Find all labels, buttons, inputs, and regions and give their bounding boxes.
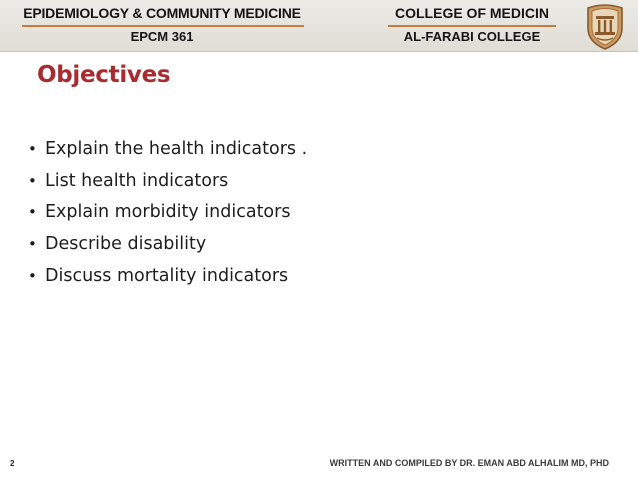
course-code: EPCM 361 xyxy=(130,29,194,44)
objective-item xyxy=(28,260,608,292)
objective-item xyxy=(28,228,608,260)
college-name-underline xyxy=(388,25,556,27)
bullet-icon: • xyxy=(28,203,37,222)
objective-text: List health indicators xyxy=(45,170,229,191)
objectives-list xyxy=(28,133,608,292)
page-number: 2 xyxy=(10,459,15,468)
college-crest-icon xyxy=(584,2,626,50)
bullet-icon: • xyxy=(28,267,37,286)
bullet-icon: • xyxy=(28,139,37,158)
objective-item xyxy=(28,133,608,165)
course-title: EPIDEMIOLOGY & COMMUNITY MEDICINE xyxy=(23,5,301,21)
objective-text: Describe disability xyxy=(45,234,207,255)
objective-text: Explain the health indicators . xyxy=(45,138,308,159)
objective-item xyxy=(28,197,608,229)
objective-text: Explain morbidity indicators xyxy=(45,202,291,223)
objective-item xyxy=(28,165,608,197)
college-name: COLLEGE OF MEDICIN xyxy=(395,5,549,21)
college-subtitle: AL-FARABI COLLEGE xyxy=(403,29,541,44)
footer-credit: WRITTEN AND COMPILED BY DR. EMAN ABD ALHALIM MD, PHD xyxy=(329,458,609,468)
bullet-icon: • xyxy=(28,171,37,190)
bullet-icon: • xyxy=(28,235,37,254)
slide-header xyxy=(0,0,638,52)
slide-title: Objectives xyxy=(37,62,171,88)
course-title-underline xyxy=(22,25,304,27)
objective-text: Discuss mortality indicators xyxy=(45,266,289,287)
